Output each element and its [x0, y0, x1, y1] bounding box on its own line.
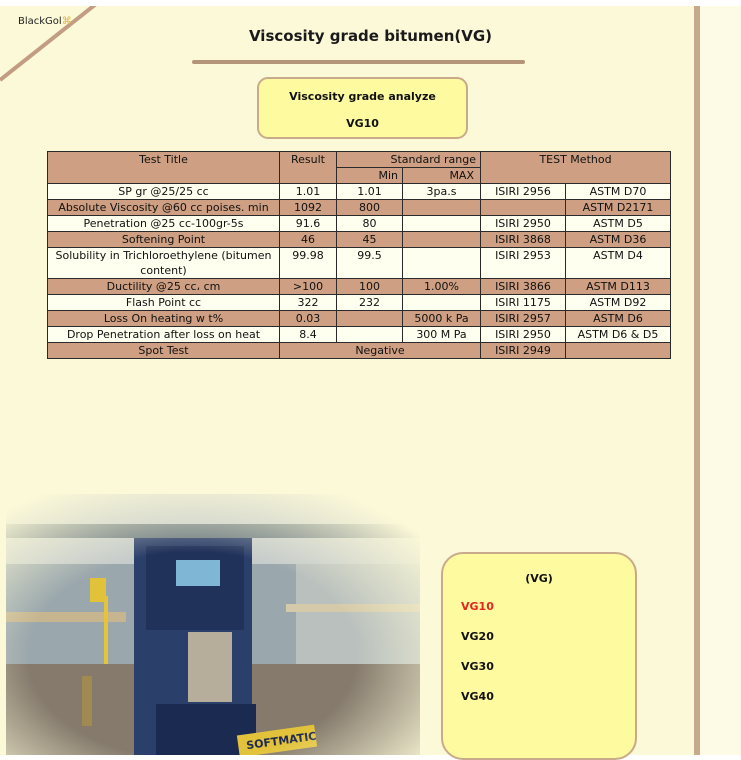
table-row [48, 311, 671, 327]
cell-max [403, 248, 481, 279]
grade-item-vg40: VG40 [461, 690, 494, 703]
cell-title: Flash Point cc [48, 295, 280, 311]
cell-max [403, 200, 481, 216]
cell-title: SP gr @25/25 cc [48, 184, 280, 200]
cell-astm: ASTM D92 [566, 295, 671, 311]
header-result: Result [280, 152, 337, 184]
cell-min: 1.01 [337, 184, 403, 200]
cell-title: Drop Penetration after loss on heat [48, 327, 280, 343]
cell-astm: ASTM D6 & D5 [566, 327, 671, 343]
table-row [48, 279, 671, 295]
analyze-grade: VG10 [346, 117, 379, 130]
cell-result: 1092 [280, 200, 337, 216]
cell-astm: ASTM D70 [566, 184, 671, 200]
cell-result: 0.03 [280, 311, 337, 327]
table-row [48, 327, 671, 343]
cell-isiri: ISIRI 2949 [481, 343, 566, 359]
grade-list-header: (VG) [525, 572, 553, 585]
page-title: Viscosity grade bitumen(VG) [248, 27, 493, 45]
cell-max: 5000 k Pa [403, 311, 481, 327]
cell-title: Ductility @25 cc، cm [48, 279, 280, 295]
cell-astm: ASTM D2171 [566, 200, 671, 216]
cell-max [403, 232, 481, 248]
cell-min: 100 [337, 279, 403, 295]
cell-isiri [481, 200, 566, 216]
header-max: MAX [403, 168, 481, 184]
cell-isiri: ISIRI 3868 [481, 232, 566, 248]
cell-title: Solubility in Trichloroethylene (bitumen content) [48, 248, 280, 279]
cell-result: 99.98 [280, 248, 337, 279]
cell-max [403, 216, 481, 232]
cell-result: 8.4 [280, 327, 337, 343]
cell-isiri: ISIRI 2957 [481, 311, 566, 327]
cell-astm: ASTM D6 [566, 311, 671, 327]
cell-result: 322 [280, 295, 337, 311]
cell-title: Penetration @25 cc-100gr-5s [48, 216, 280, 232]
cell-astm: ASTM D5 [566, 216, 671, 232]
cell-title: Spot Test [48, 343, 280, 359]
cell-astm: ASTM D36 [566, 232, 671, 248]
cell-title: Softening Point [48, 232, 280, 248]
cell-result: Negative [280, 343, 481, 359]
spec-table [47, 151, 671, 359]
cell-isiri: ISIRI 2950 [481, 327, 566, 343]
grade-item-vg20: VG20 [461, 630, 494, 643]
table-row [48, 232, 671, 248]
table-row [48, 184, 671, 200]
cell-min: 80 [337, 216, 403, 232]
header-test-title: Test Title [48, 152, 280, 184]
cell-min: 99.5 [337, 248, 403, 279]
table-header-row [48, 152, 671, 168]
cell-isiri: ISIRI 2956 [481, 184, 566, 200]
cell-result: 46 [280, 232, 337, 248]
cell-max: 1.00% [403, 279, 481, 295]
table-row [48, 248, 671, 279]
title-underline [192, 60, 525, 64]
cell-astm: ASTM D113 [566, 279, 671, 295]
cell-result: 1.01 [280, 184, 337, 200]
cell-min [337, 311, 403, 327]
lab-equipment-photo [6, 494, 420, 755]
cell-max: 3pa.s [403, 184, 481, 200]
header-standard-range: Standard range [337, 152, 481, 168]
analyze-box [257, 77, 468, 139]
cell-min: 800 [337, 200, 403, 216]
cell-astm [566, 343, 671, 359]
header-min: Min [337, 168, 403, 184]
analyze-label: Viscosity grade analyze [289, 90, 436, 103]
cell-title: Loss On heating w t% [48, 311, 280, 327]
grade-item-vg10: VG10 [461, 600, 494, 613]
cell-min: 232 [337, 295, 403, 311]
table-row [48, 295, 671, 311]
grade-list-box [441, 552, 637, 760]
cell-title: Absolute Viscosity @60 cc poises. min [48, 200, 280, 216]
page-right-margin [700, 6, 741, 755]
cell-min [337, 327, 403, 343]
table-row [48, 200, 671, 216]
cell-isiri: ISIRI 2950 [481, 216, 566, 232]
cell-min: 45 [337, 232, 403, 248]
cell-max: 300 M Pa [403, 327, 481, 343]
table-row-spot-test [48, 343, 671, 359]
brand-logo: BlackGol⌘ [18, 16, 72, 27]
grade-item-vg30: VG30 [461, 660, 494, 673]
cell-isiri: ISIRI 2953 [481, 248, 566, 279]
cell-result: >100 [280, 279, 337, 295]
cell-isiri: ISIRI 1175 [481, 295, 566, 311]
cell-isiri: ISIRI 3866 [481, 279, 566, 295]
cell-max [403, 295, 481, 311]
table-row [48, 216, 671, 232]
header-test-method: TEST Method [481, 152, 671, 184]
cell-astm: ASTM D4 [566, 248, 671, 279]
cell-result: 91.6 [280, 216, 337, 232]
